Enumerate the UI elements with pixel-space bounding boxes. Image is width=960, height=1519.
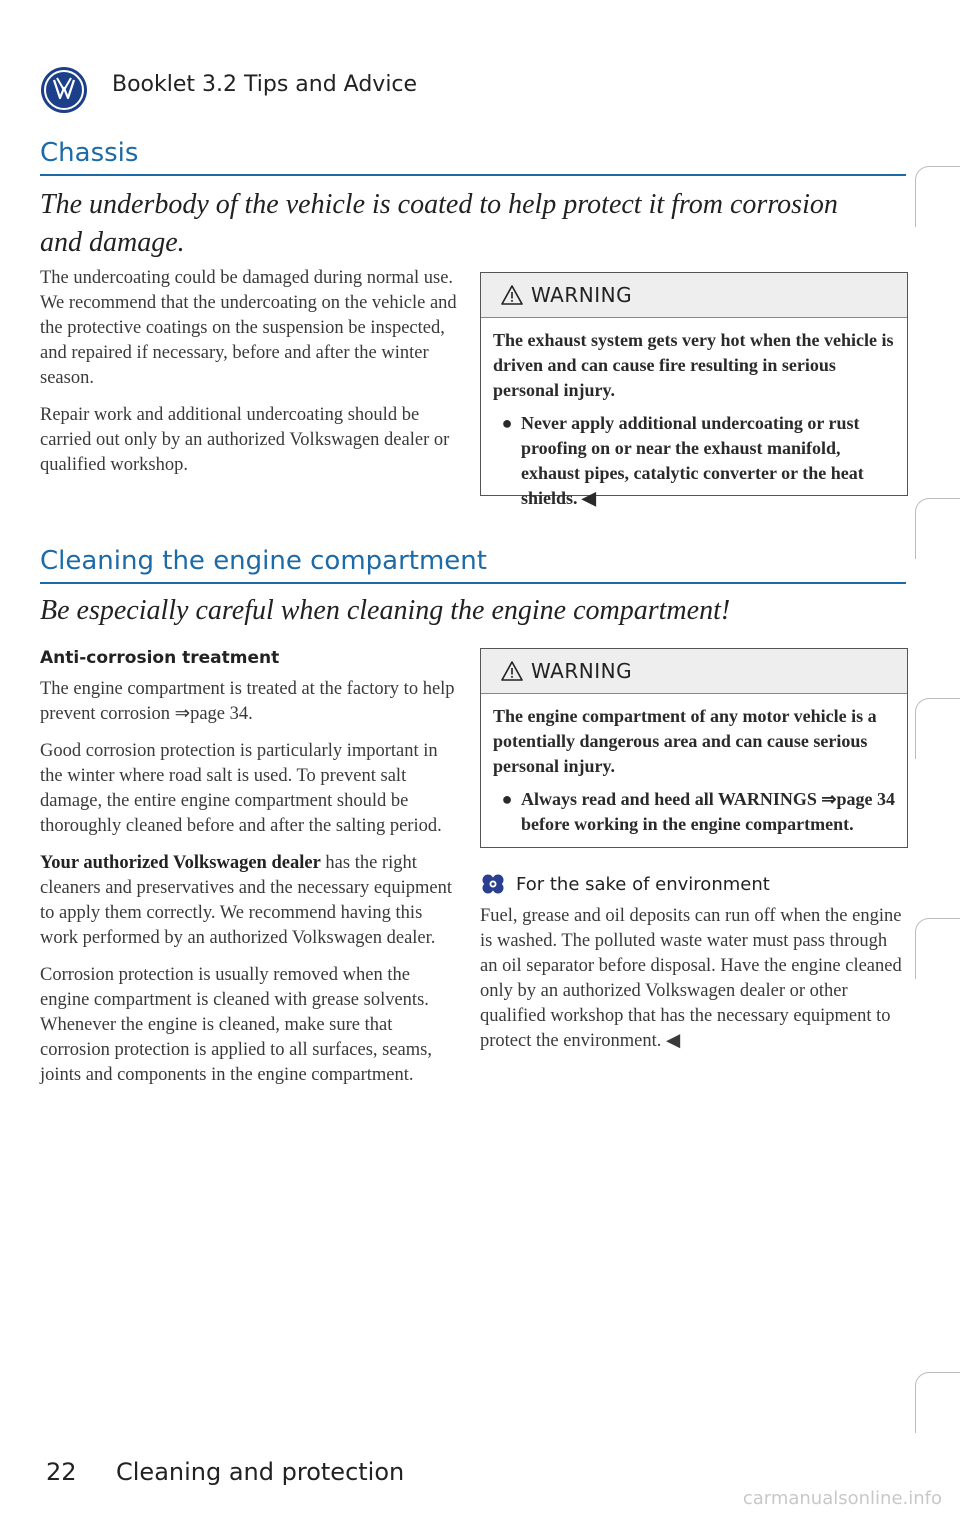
bullet-icon: ● (501, 789, 513, 809)
warning-header (481, 649, 907, 694)
bullet-icon: ● (501, 413, 513, 433)
warning-text: The engine compartment of any motor vehicle is a potentially dangerous area and can cause serious personal injury. (493, 706, 877, 776)
dealer-text: has the right cleaners and preservatives and the necessary equipment to apply them correctly. We recommend having this work performed by an authorized Volkswagen dealer. (40, 853, 452, 948)
engine-paragraph (40, 851, 460, 951)
engine-intro: Be especially careful when cleaning the engine compartment! (40, 595, 731, 626)
booklet-title: Booklet 3.2 Tips and Advice (112, 72, 418, 97)
engine-paragraph: Good corrosion protection is particularly important in the winter where road salt is used. To prevent salt damage, the entire engine compartment should be thoroughly cleaned before and after the salting period. (40, 741, 442, 836)
section-title-engine: Cleaning the engine compartment (40, 546, 487, 576)
chassis-paragraph: Repair work and additional undercoating should be carried out only by an authorized Volkswagen dealer or qualified workshop. (40, 405, 450, 475)
environment-note (480, 872, 906, 1054)
footer-section-title: Cleaning and protection (116, 1458, 405, 1486)
chassis-paragraph: The undercoating could be damaged during normal use. We recommend that the undercoating on the vehicle and the protective coatings on the suspension be inspected, and repaired if necessary, before and after the winter season. (40, 268, 457, 388)
warning-bullet (493, 787, 895, 837)
section-rule (40, 582, 906, 584)
chassis-body (40, 266, 460, 490)
environment-text-block (480, 904, 906, 1054)
dealer-bold: Your authorized Volkswagen dealer (40, 853, 321, 873)
environment-flower-icon (480, 872, 506, 896)
engine-paragraph: Corrosion protection is usually removed when the engine compartment is cleaned with grease solvents. Whenever the engine is cleaned, make sure that corrosion protection is applied to all surfaces, seams, joints and components in the engine compartment. (40, 965, 432, 1085)
thumb-tab (915, 166, 960, 227)
environment-title-text: For the sake of environment (516, 873, 770, 895)
warning-box-engine (480, 648, 908, 848)
thumb-tab (915, 498, 960, 559)
engine-body (40, 646, 460, 1100)
warning-label: WARNING (531, 283, 633, 307)
section-title-chassis: Chassis (40, 138, 139, 168)
end-mark-icon: ◀ (582, 488, 596, 508)
thumb-tab (915, 1372, 960, 1433)
section-rule (40, 174, 906, 176)
warning-bullet-text: Never apply additional undercoating or rust proofing on or near the exhaust manifold, exhaust pipes, catalytic converter or the heat shields. (521, 413, 864, 508)
warning-bullet (493, 411, 895, 511)
warning-body (481, 318, 907, 519)
warning-box-exhaust (480, 272, 908, 508)
warning-bullet-text: Always read and heed all WARNINGS ⇒page 34 before working in the engine compartment. (521, 789, 895, 834)
watermark: carmanualsonline.info (742, 1488, 942, 1509)
environment-text: Fuel, grease and oil deposits can run off when the engine is washed. The polluted waste water must pass through an oil separator before disposal. Have the engine cleaned only by an authorized Volkswagen dealer or other qualified workshop that has the necessary equipment to protect the environment. (480, 906, 902, 1051)
warning-body (481, 694, 907, 845)
warning-triangle-icon (501, 661, 523, 681)
warning-header (481, 273, 907, 318)
thumb-tab (915, 918, 960, 979)
page-number: 22 (46, 1458, 77, 1486)
subheading-anti-corrosion: Anti-corrosion treatment (40, 648, 280, 668)
warning-text: The exhaust system gets very hot when the vehicle is driven and can cause fire resulting in serious personal injury. (493, 330, 894, 400)
engine-paragraph: The engine compartment is treated at the factory to help prevent corrosion ⇒page 34. (40, 679, 455, 724)
thumb-tab (915, 698, 960, 759)
end-mark-icon: ◀ (665, 1031, 681, 1051)
chassis-intro: The underbody of the vehicle is coated to help protect it from corrosion and damage. (40, 189, 838, 258)
vw-logo-icon (40, 66, 88, 114)
environment-title (480, 872, 906, 896)
warning-label: WARNING (531, 659, 633, 683)
warning-triangle-icon (501, 285, 523, 305)
